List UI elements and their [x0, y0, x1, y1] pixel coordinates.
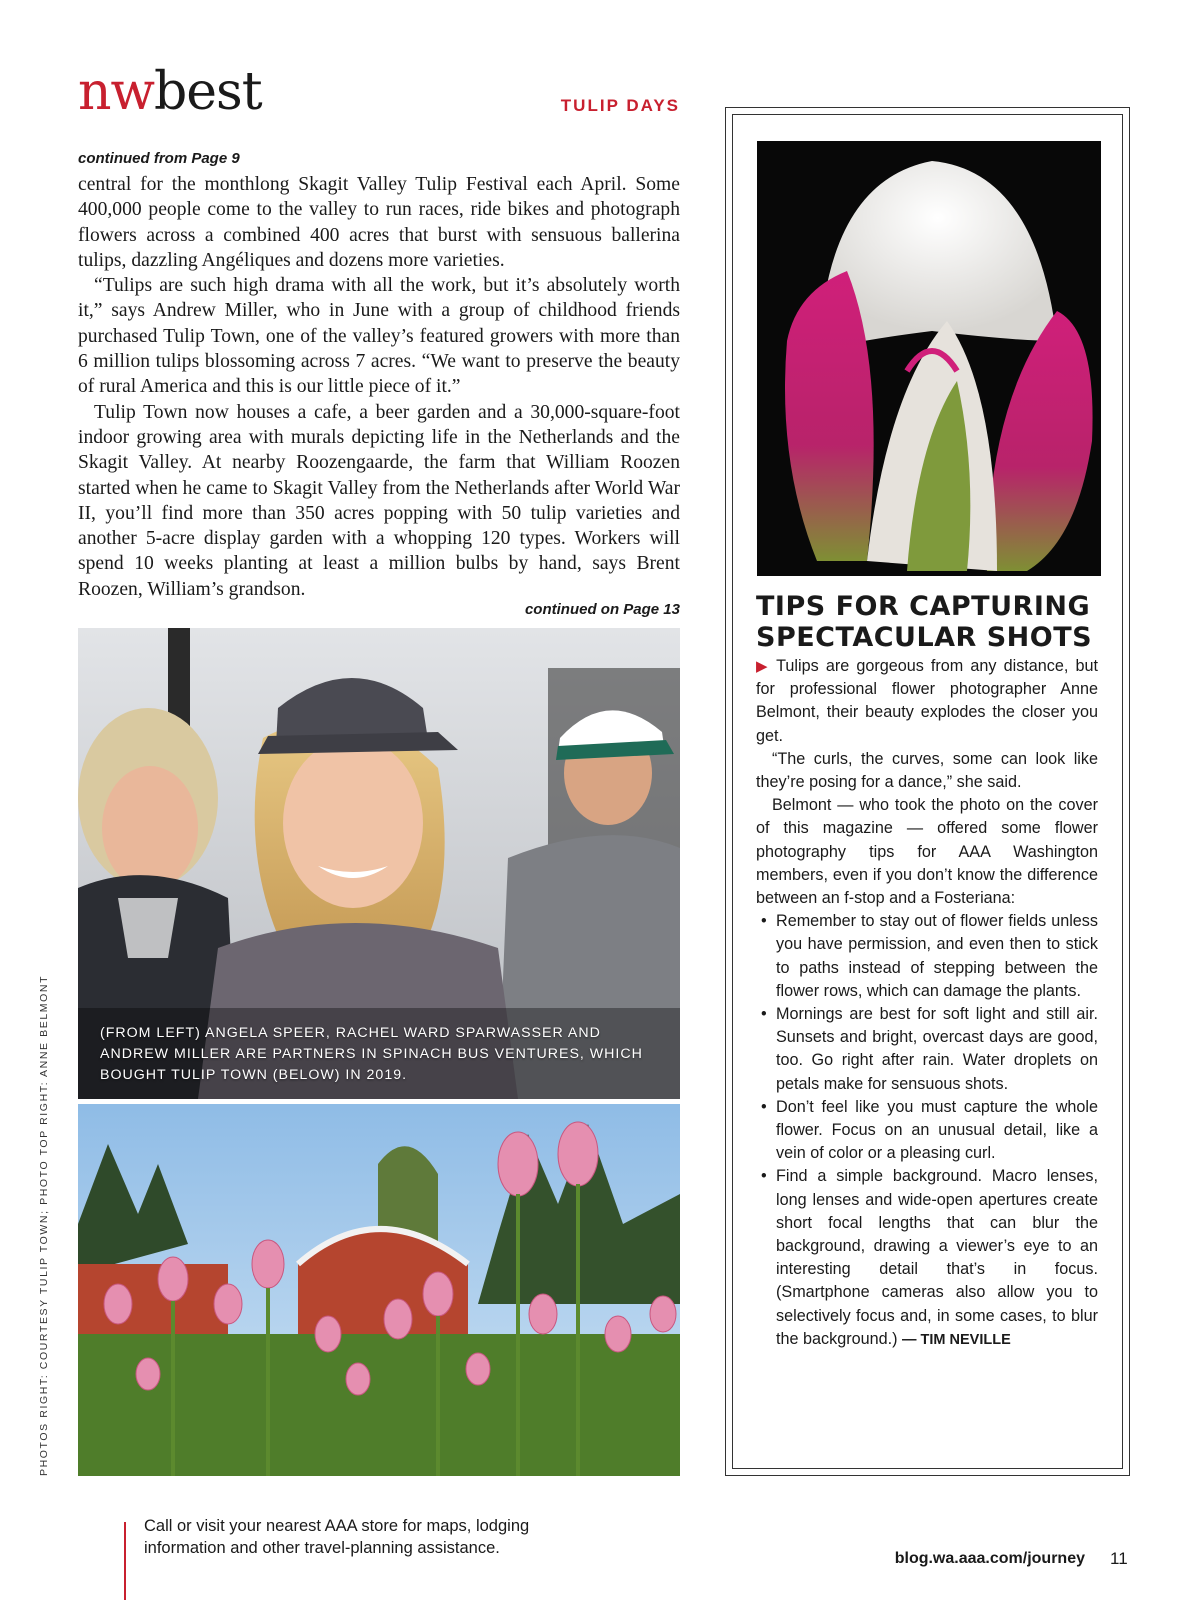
sidebar-intro-text: Tulips are gorgeous from any distance, but for professional flower photographer Anne Belmont, their beauty explodes the closer you get.: [756, 657, 1098, 745]
tip-item: • Mornings are best for soft light and still air. Sunsets and bright, overcast days are good, too. Go right after rain. Water droplets on petals make for sensuous shots.: [756, 1003, 1098, 1096]
footer-note: Call or visit your nearest AAA store for maps, lodging information and other travel-planning assistance.: [144, 1517, 530, 1557]
sidebar-intro: [756, 655, 1098, 748]
footer-accent-bar: [124, 1522, 126, 1600]
continued-from-note: continued from Page 9: [78, 150, 240, 167]
logo-best: best: [154, 62, 262, 122]
article-body: [78, 172, 680, 602]
tip-item: [756, 1165, 1098, 1352]
tip-item-text: Find a simple background. Macro lenses, long lenses and wide-open apertures create short focal lengths that can blur the background, drawing a viewer’s eye to an interesting detail that’s in focus. (Smartphone cameras also allow you to selectively focus and, in some cases, to blur the background.): [776, 1167, 1098, 1348]
sidebar-body: [756, 655, 1098, 1352]
tulip-closeup-illustration: [757, 141, 1101, 576]
tips-list: [756, 910, 1098, 1352]
footer-url[interactable]: blog.wa.aaa.com/journey: [894, 1550, 1085, 1567]
sidebar-paragraph: Belmont — who took the photo on the cover of this magazine — offered some flower photography tips for AAA Washington members, even if you don’t know the difference between an f-stop and a Fosteriana:: [756, 796, 1098, 908]
tip-item: • Don’t feel like you must capture the whole flower. Focus on an unusual detail, like a vein of color or a pleasing curl.: [756, 1096, 1098, 1166]
tulip-closeup-photo: [757, 141, 1101, 576]
logo-nw: nw: [78, 62, 154, 122]
partners-photo: [78, 628, 680, 1099]
byline: — TIM NEVILLE: [902, 1331, 1011, 1348]
photo-caption: (FROM LEFT) ANGELA SPEER, RACHEL WARD SPARWASSER AND ANDREW MILLER ARE PARTNERS IN SPINACH BUS VENTURES, WHICH BOUGHT TULIP TOWN (BELOW) IN 2019.: [100, 1025, 643, 1083]
photo-credit: PHOTOS RIGHT: COURTESY TULIP TOWN; PHOTO TOP RIGHT: ANNE BELMONT: [38, 974, 50, 1476]
section-label: TULIP DAYS: [560, 96, 680, 115]
page-number: 11: [1110, 1549, 1128, 1568]
sidebar-quote: “The curls, the curves, some can look like they’re posing for a dance,” she said.: [756, 749, 1098, 792]
sidebar-title: TIPS FOR CAPTURING SPECTACULAR SHOTS: [756, 591, 1093, 653]
tip-item: • Remember to stay out of flower fields unless you have permission, and even then to stick to paths instead of stepping between the flower rows, which can damage the plants.: [756, 910, 1098, 1003]
tulip-field-photo: [78, 1104, 680, 1476]
magazine-logo: [78, 62, 262, 122]
article-paragraph: Tulip Town now houses a cafe, a beer garden and a 30,000-square-foot indoor growing area with murals depicting life in the Netherlands and the Skagit Valley. At nearby Roozengaarde, the farm that William Roozen started when he came to Skagit Valley from the Netherlands after World War II, you’ll find more than 350 acres popping with 50 tulip varieties and another 5-acre display garden with a whopping 120 types. Workers will spend 10 weeks planting at least a million bulbs by hand, says Brent Roozen, William’s grandson.: [78, 401, 680, 600]
continued-on-note: continued on Page 13: [524, 601, 680, 618]
article-paragraph: central for the monthlong Skagit Valley Tulip Festival each April. Some 400,000 people come to the valley to run races, ride bikes and photograph flowers across a combined 400 acres that burst with sensuous ballerina tulips, dazzling Angéliques and dozens more varieties.: [78, 174, 680, 271]
article-paragraph: “Tulips are such high drama with all the work, but it’s absolutely worth it,” says Andrew Miller, who in June with a group of childhood friends purchased Tulip Town, one of the valley’s featured growers with more than 6 million tulips blossoming across 7 acres. “We want to preserve the beauty of rural America and this is our little piece of it.”: [78, 275, 680, 398]
tulip-field-illustration: [78, 1104, 680, 1476]
red-triangle-arrow-icon: ▶: [756, 658, 771, 675]
tips-sidebar: [725, 107, 1130, 1476]
